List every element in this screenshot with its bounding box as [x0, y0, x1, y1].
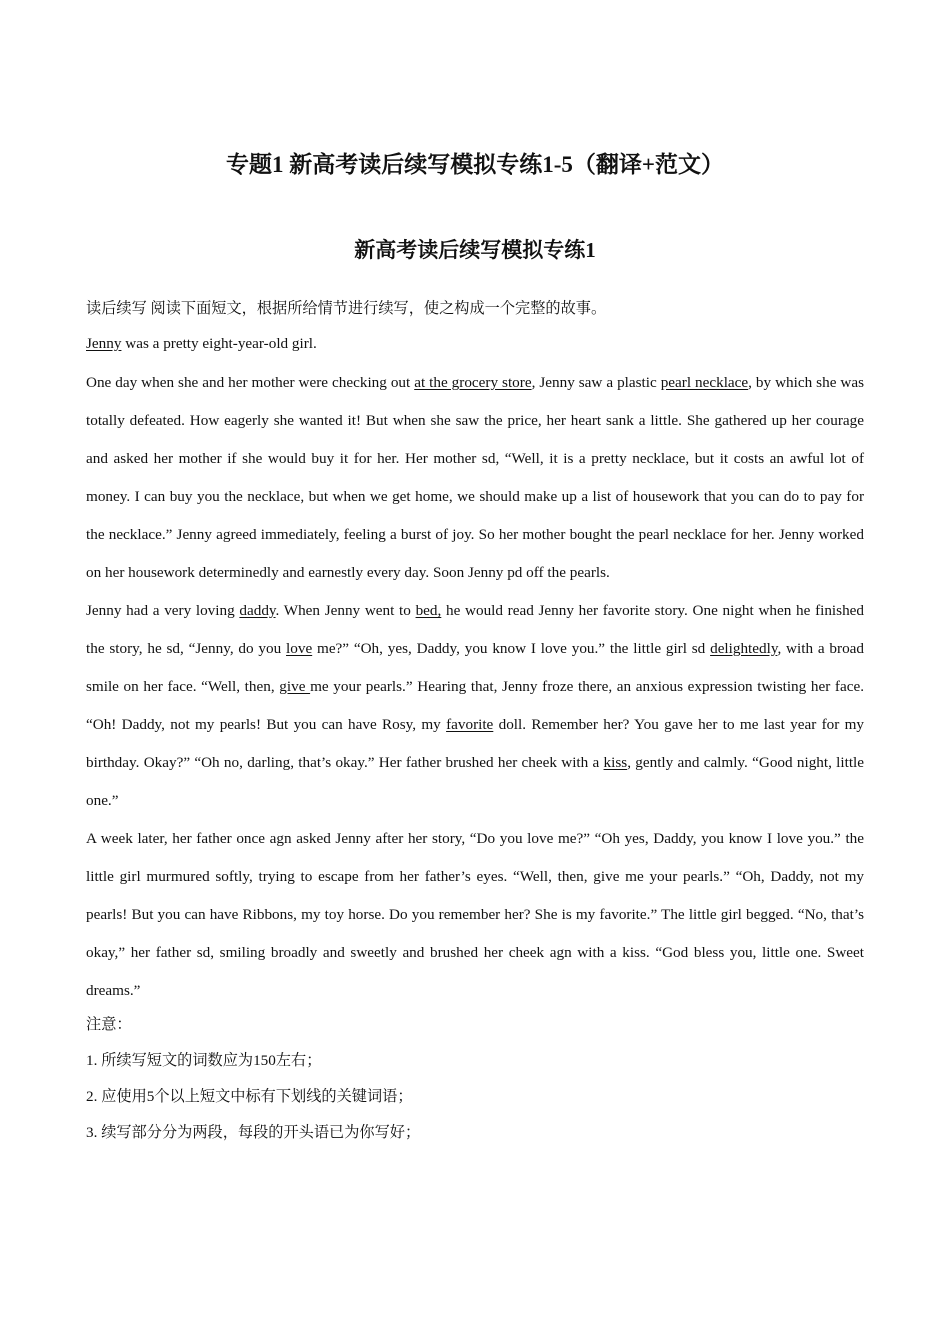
- paragraph-text: One day when she and her mother were checking out: [86, 374, 415, 391]
- paragraph-text: he would read Jenny her favorite story. One night when he finished the story, he sd, “Jenny, do you: [86, 602, 864, 657]
- keyword-underline: daddy: [239, 602, 276, 619]
- keyword-underline: kiss: [603, 754, 628, 771]
- paragraph-text: , gently and calmly. “Good night, little one.”: [86, 754, 865, 809]
- document-body: [86, 294, 864, 1154]
- note-item: 3. 续写部分分为两段，每段的开头语已为你写好；: [86, 1124, 421, 1141]
- paragraph-text: me?” “Oh, yes, Daddy, you know I love you.” the little girl sd: [312, 640, 711, 657]
- paragraph-text: , by which she was totally defeated. How eagerly she wanted it! But when she saw the price, her heart sank a little. She gathered up her courage and asked her mother if she would buy it for her. Her mother sd, “Well, it is a pretty necklace, but it costs an awful lot of money. I can buy you the necklace, but when we get home, we should make up a list of housework that you can do to pay for the necklace.” Jenny agreed immediately, feeling a burst of joy. So her mother bought the pearl necklace for her. Jenny worked on her housework determinedly and earnestly every day. Soon Jenny pd off the pearls.: [86, 374, 865, 581]
- paragraph-text: was a pretty eight-year-old girl.: [121, 335, 317, 352]
- keyword-underline: love: [286, 640, 313, 657]
- keyword-underline: favorite: [446, 716, 494, 733]
- paragraph-1: [86, 329, 864, 359]
- paragraph-text: me your pearls.” Hearing that, Jenny froze there, an anxious expression twisting her face. “Oh! Daddy, not my pearls! But you can have Rosy, my: [86, 678, 865, 733]
- note-item: 1. 所续写短文的词数应为150左右；: [86, 1052, 322, 1069]
- keyword-underline: at the grocery store: [414, 374, 532, 391]
- paragraph-2: [86, 364, 864, 592]
- keyword-underline: pearl necklace: [660, 374, 749, 391]
- paragraph-3: [86, 592, 864, 820]
- notes-heading: 注意：: [86, 1016, 132, 1033]
- paragraph-4: A week later, her father once agn asked Jenny after her story, “Do you love me?” “Oh yes, Daddy, you know I love you.” the little girl murmured softly, trying to escape from her father’s eyes. “Well, then, give me your pearls.” “Oh, Daddy, not my pearls! But you can have Ribbons, my toy horse. Do you remember her? She is my favorite.” The little girl begged. “No, that’s okay,” her father sd, smiling broadly and sweetly and brushed her cheek agn with a kiss. “God bless you, little one. Sweet dreams.”: [86, 830, 864, 999]
- paragraph-text: , with a broad smile on her face. “Well, then,: [86, 640, 864, 695]
- document-title: 专题1 新高考读后续写模拟专练1-5（翻译+范文）: [225, 152, 724, 177]
- paragraph-text: . When Jenny went to: [275, 602, 416, 619]
- keyword-underline: bed,: [415, 602, 442, 619]
- section-subtitle: 新高考读后续写模拟专练1: [354, 238, 596, 262]
- keyword-underline: delightedly: [710, 640, 778, 657]
- paragraph-text: doll. Remember her? You gave her to me last year for my birthday. Okay?” “Oh no, darling, that’s okay.” Her father brushed her cheek with a: [86, 716, 864, 771]
- keyword-underline: give: [279, 678, 311, 695]
- paragraph-text: , Jenny saw a plastic: [531, 374, 661, 391]
- task-instruction: 读后续写 阅读下面短文，根据所给情节进行续写，使之构成一个完整的故事。: [86, 300, 607, 317]
- paragraph-text: Jenny had a very loving: [86, 602, 240, 619]
- note-item: 2. 应使用5个以上短文中标有下划线的关键词语；: [86, 1088, 413, 1105]
- keyword-underline: Jenny: [86, 335, 122, 352]
